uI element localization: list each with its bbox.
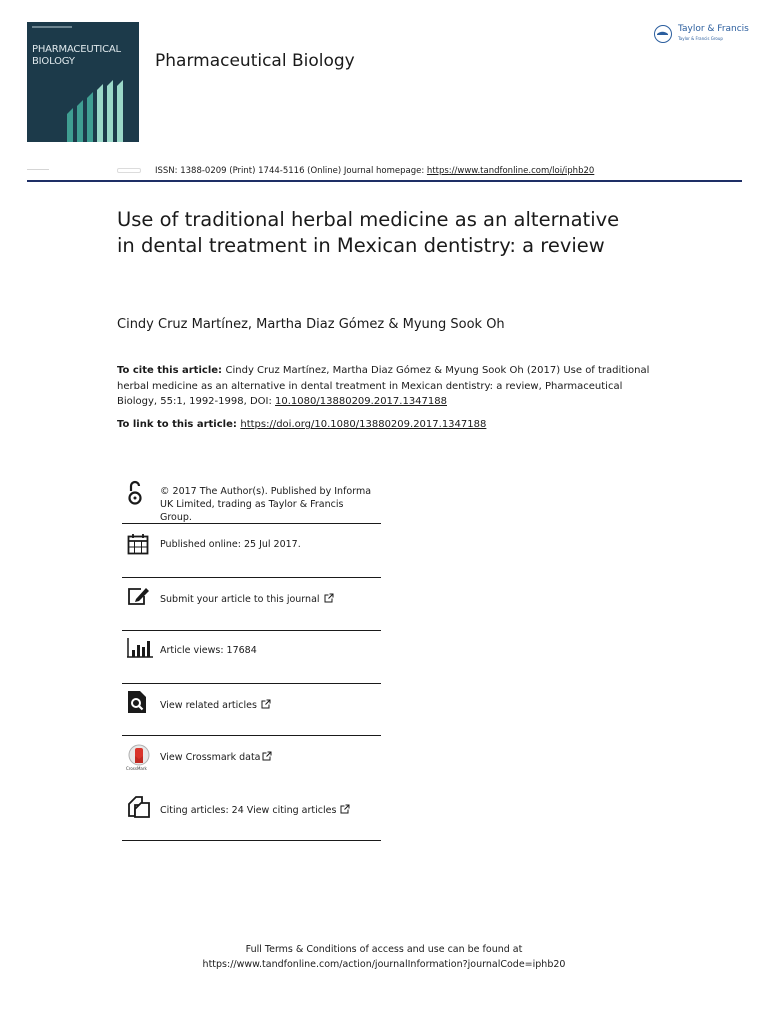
edit-icon: [127, 585, 151, 607]
issn-row: [155, 166, 594, 176]
external-link-icon: [340, 804, 350, 814]
publisher-logo[interactable]: [654, 23, 749, 47]
crossmark-label: View Crossmark data: [160, 752, 261, 763]
cover-title: PHARMACEUTICAL BIOLOGY: [32, 44, 121, 67]
article-link-row: [117, 417, 486, 432]
article-authors: Cindy Cruz Martínez, Martha Diaz Gómez & Myung Sook Oh: [117, 317, 505, 332]
journal-title[interactable]: Pharmaceutical Biology: [155, 51, 355, 71]
decorative-line: [27, 169, 49, 170]
citing-articles-icon: [127, 795, 151, 819]
views-row: [122, 631, 381, 684]
submit-row[interactable]: [122, 578, 381, 631]
row-divider: [122, 840, 381, 841]
publisher-logo-icon: [654, 25, 672, 43]
cover-graphic: [27, 22, 139, 142]
decorative-mark: [117, 168, 141, 173]
calendar-icon: [127, 533, 149, 555]
cite-label: To cite this article:: [117, 365, 226, 376]
link-label: To link to this article:: [117, 419, 241, 430]
published-date: Published online: 25 Jul 2017.: [160, 539, 301, 550]
bar-chart-icon: [127, 638, 153, 658]
journal-homepage-link[interactable]: https://www.tandfonline.com/loi/iphb20: [426, 166, 595, 176]
publisher-subtitle: Taylor & Francis Group: [678, 36, 723, 41]
issn-text: ISSN: 1388-0209 (Print) 1744-5116 (Online) Journal homepage:: [155, 166, 427, 176]
article-doi-url-link[interactable]: https://doi.org/10.1080/13880209.2017.1347188: [240, 419, 487, 430]
footer-terms-link[interactable]: https://www.tandfonline.com/action/journalInformation?journalCode=iphb20: [202, 959, 566, 970]
footer-line-1: Full Terms & Conditions of access and use can be found at: [245, 944, 523, 955]
crossmark-logo-text: CrossMark: [126, 766, 147, 771]
journal-cover-image: [27, 22, 139, 142]
related-row[interactable]: [122, 684, 381, 736]
citation-block: [117, 363, 657, 410]
license-row: [122, 478, 381, 524]
citing-articles-link[interactable]: [160, 804, 350, 817]
crossmark-row[interactable]: [122, 736, 381, 789]
related-articles-link[interactable]: [160, 699, 271, 712]
publisher-name: Taylor & Francis: [678, 24, 749, 34]
submit-label: Submit your article to this journal: [160, 594, 320, 605]
terms-footer: [0, 942, 768, 972]
crossmark-link[interactable]: [160, 751, 272, 764]
external-link-icon: [262, 751, 272, 761]
license-text: © 2017 The Author(s). Published by Informa UK Limited, trading as Taylor & Francis Group.: [160, 486, 372, 523]
citing-label: Citing articles: 24 View citing articles: [160, 805, 337, 816]
related-label: View related articles: [160, 700, 257, 711]
cite-text: Cindy Cruz Martínez, Martha Diaz Gómez & Myung Sook Oh (2017) Use of traditional herbal medicine as an alternative in dental treatment in Mexican dentistry: a review, Pharmaceutical Biology, 55:1, 1992-1998, DOI:: [117, 365, 650, 407]
article-views: Article views: 17684: [160, 645, 257, 656]
submit-article-link[interactable]: [160, 593, 334, 606]
published-row: [122, 524, 381, 578]
article-title: Use of traditional herbal medicine as an alternative in dental treatment in Mexican dentistry: a review: [117, 208, 620, 257]
citing-row[interactable]: [122, 789, 381, 841]
related-search-icon: [127, 690, 147, 714]
header-divider: [27, 180, 742, 182]
open-access-icon: [127, 480, 143, 506]
external-link-icon: [324, 593, 334, 603]
doi-link[interactable]: 10.1080/13880209.2017.1347188: [275, 396, 447, 407]
external-link-icon: [261, 699, 271, 709]
